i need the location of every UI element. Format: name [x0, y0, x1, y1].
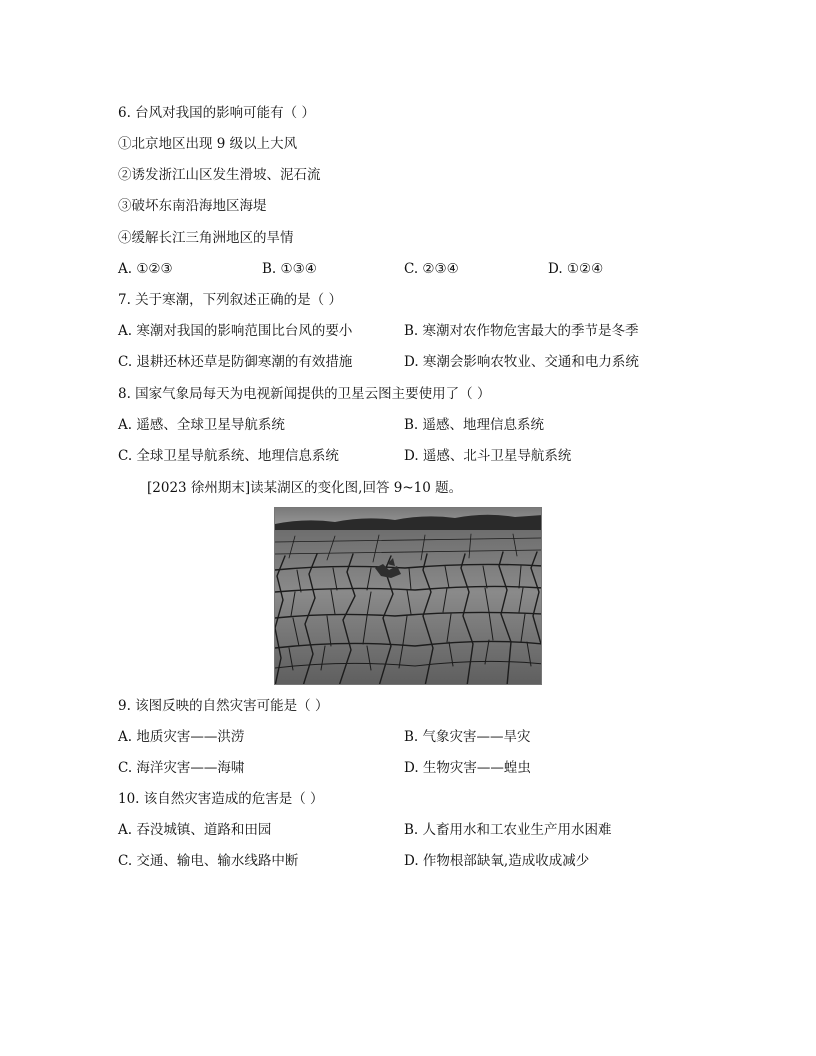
q9-option-c: C. 海洋灾害——海啸 — [118, 760, 245, 776]
q10-option-d: D. 作物根部缺氧,造成收成减少 — [404, 853, 590, 869]
q7-option-d: D. 寒潮会影响农牧业、交通和电力系统 — [404, 354, 639, 370]
q8-option-c: C. 全球卫星导航系统、地理信息系统 — [118, 448, 339, 464]
q9-stem: 9. 该图反映的自然灾害可能是（ ） — [118, 698, 329, 714]
q7-option-c: C. 退耕还林还草是防御寒潮的有效措施 — [118, 354, 353, 370]
q6-stem: 6. 台风对我国的影响可能有（ ） — [118, 105, 315, 121]
q6-option-a: A. ①②③ — [118, 261, 173, 277]
q7-option-b: B. 寒潮对农作物危害最大的季节是冬季 — [404, 323, 639, 339]
q9-option-d: D. 生物灾害——蝗虫 — [404, 760, 531, 776]
q10-option-a: A. 吞没城镇、道路和田园 — [118, 822, 272, 838]
q6-option-b: B. ①③④ — [262, 261, 317, 277]
q6-option-c: C. ②③④ — [404, 261, 459, 277]
q6-item-1: ①北京地区出现 9 级以上大风 — [118, 136, 298, 152]
q7-stem: 7. 关于寒潮，下列叙述正确的是（ ） — [118, 292, 342, 308]
q6-item-2: ②诱发浙江山区发生滑坡、泥石流 — [118, 167, 321, 183]
q10-stem: 10. 该自然灾害造成的危害是（ ） — [118, 791, 324, 807]
q6-item-4: ④缓解长江三角洲地区的旱情 — [118, 230, 294, 246]
cracked-lakebed-photo — [274, 507, 542, 685]
q10-option-b: B. 人畜用水和工农业生产用水困难 — [404, 822, 612, 838]
q9-option-b: B. 气象灾害——旱灾 — [404, 729, 531, 745]
q6-option-d: D. ①②④ — [548, 261, 604, 277]
q7-option-a: A. 寒潮对我国的影响范围比台风的要小 — [118, 323, 353, 339]
q10-option-c: C. 交通、输电、输水线路中断 — [118, 853, 299, 869]
q9-option-a: A. 地质灾害——洪涝 — [118, 729, 245, 745]
q8-stem: 8. 国家气象局每天为电视新闻提供的卫星云图主要使用了（ ） — [118, 386, 491, 402]
q6-item-3: ③破坏东南沿海地区海堤 — [118, 198, 267, 214]
q8-option-a: A. 遥感、全球卫星导航系统 — [118, 417, 285, 433]
q8-option-b: B. 遥感、地理信息系统 — [404, 417, 545, 433]
q8-option-d: D. 遥感、北斗卫星导航系统 — [404, 448, 572, 464]
question-group-intro: [2023 徐州期末]读某湖区的变化图,回答 9~10 题。 — [147, 480, 463, 496]
